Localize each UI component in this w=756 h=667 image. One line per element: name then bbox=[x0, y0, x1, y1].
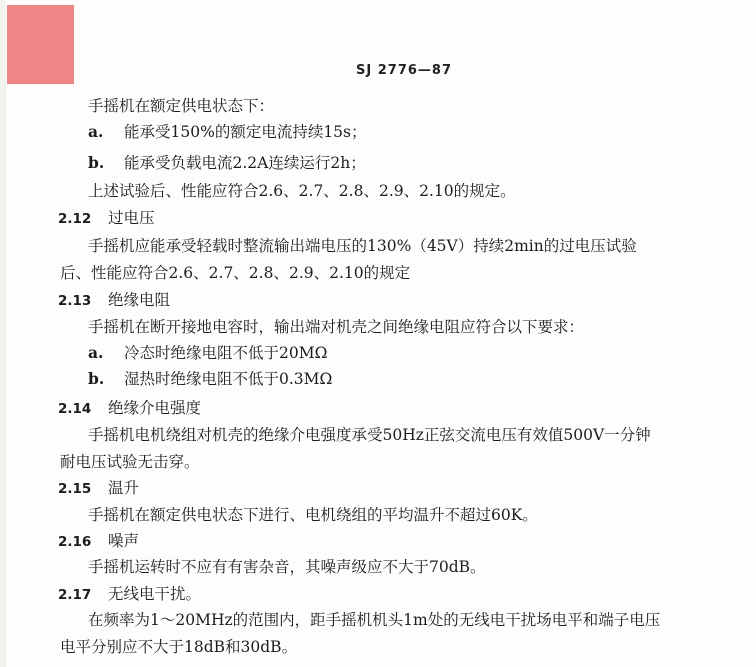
item-text: 湿热时绝缘电阻不低于0.3MΩ bbox=[124, 370, 333, 388]
item-text: 冷态时绝缘电阻不低于20MΩ bbox=[124, 344, 328, 362]
top-item-a bbox=[88, 122, 367, 142]
section-line: 耐电压试验无击穿。 bbox=[60, 453, 200, 471]
section-number: 2.17 bbox=[58, 587, 92, 603]
section-heading bbox=[58, 531, 139, 552]
section-number: 2.15 bbox=[58, 481, 92, 497]
section-heading bbox=[58, 208, 155, 229]
section-line: 手摇机运转时不应有有害杂音，其噪声级应不大于70dB。 bbox=[88, 558, 486, 576]
section-title: 温升 bbox=[108, 479, 140, 497]
section-line: 电平分别应不大于18dB和30dB。 bbox=[60, 638, 298, 656]
item-label: b. bbox=[88, 369, 105, 388]
list-item bbox=[88, 369, 332, 389]
red-stamp-block bbox=[7, 5, 74, 84]
section-line: 在频率为1～20MHz的范围内，距手摇机机头1m处的无线电干扰场电平和端子电压 bbox=[88, 611, 661, 629]
section-title: 噪声 bbox=[108, 532, 140, 550]
item-text: 能承受150%的额定电流持续15s； bbox=[124, 123, 367, 141]
item-label: a. bbox=[88, 122, 104, 141]
list-item bbox=[88, 343, 327, 363]
section-title: 绝缘介电强度 bbox=[108, 399, 202, 417]
top-intro: 手摇机在额定供电状态下： bbox=[88, 97, 275, 115]
section-line: 手摇机在额定供电状态下进行、电机绕组的平均温升不超过60K。 bbox=[88, 506, 538, 524]
section-line: 手摇机电机绕组对机壳的绝缘介电强度承受50Hz正弦交流电压有效值500V一分钟 bbox=[88, 426, 651, 444]
section-title: 无线电干扰。 bbox=[108, 585, 202, 603]
section-number: 2.13 bbox=[58, 293, 92, 309]
item-label: b. bbox=[88, 153, 105, 172]
top-item-b bbox=[88, 153, 366, 173]
section-number: 2.14 bbox=[58, 401, 92, 417]
section-number: 2.16 bbox=[58, 534, 92, 550]
section-title: 过电压 bbox=[108, 209, 155, 227]
item-label: a. bbox=[88, 343, 104, 362]
item-text: 能承受负载电流2.2A连续运行2h； bbox=[124, 154, 366, 172]
top-conclusion: 上述试验后、性能应符合2.6、2.7、2.8、2.9、2.10的规定。 bbox=[88, 182, 516, 200]
scan-edge bbox=[0, 0, 6, 667]
section-heading bbox=[58, 584, 201, 605]
section-number: 2.12 bbox=[58, 211, 92, 227]
section-heading bbox=[58, 478, 139, 499]
section-title: 绝缘电阻 bbox=[108, 291, 171, 309]
section-line: 后、性能应符合2.6、2.7、2.8、2.9、2.10的规定 bbox=[60, 264, 411, 282]
doc-header-code: SJ 2776—87 bbox=[356, 63, 452, 78]
section-line: 手摇机应能承受轻载时整流输出端电压的130%（45V）持续2min的过电压试验 bbox=[88, 237, 637, 255]
section-line: 手摇机在断开接地电容时，输出端对机壳之间绝缘电阻应符合以下要求： bbox=[88, 318, 585, 336]
section-heading bbox=[58, 290, 170, 311]
section-heading bbox=[58, 398, 201, 419]
